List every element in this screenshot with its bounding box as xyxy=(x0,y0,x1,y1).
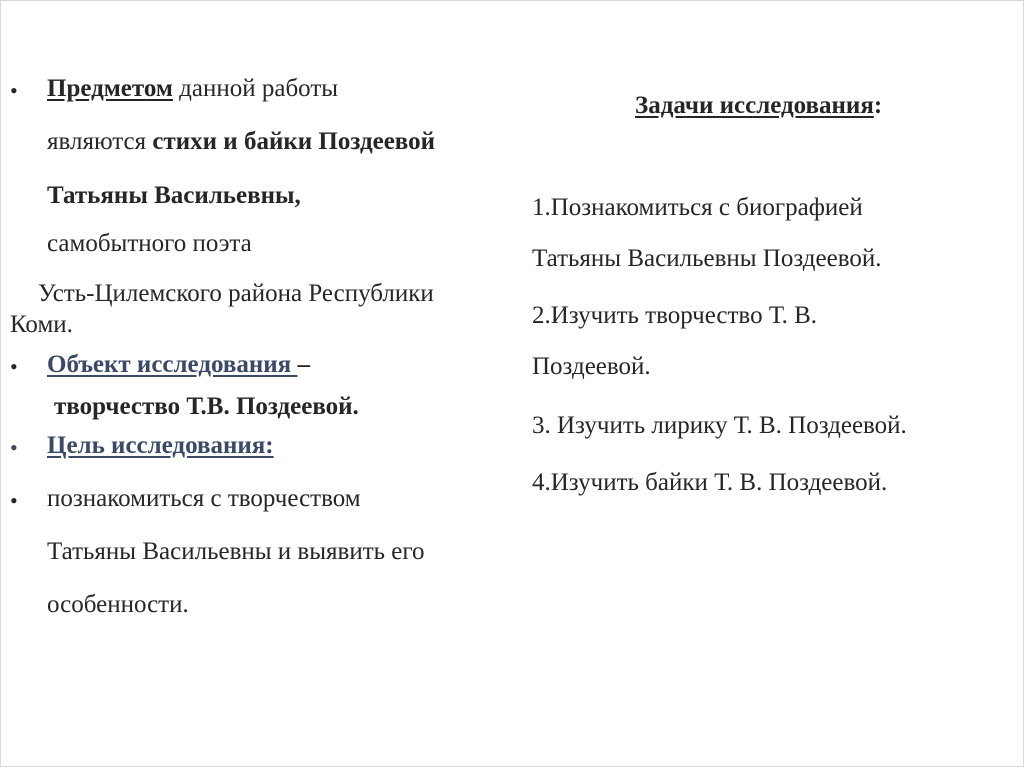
bullet-goal: • xyxy=(10,435,18,460)
task-line-2: Татьяны Васильевны Поздеевой. xyxy=(532,245,882,272)
subject-line-5: Усть-Цилемского района Республики xyxy=(38,280,434,307)
subject-rest: данной работы xyxy=(172,75,339,102)
subject-label: Предметом xyxy=(47,75,173,102)
task-line-3: 2.Изучить творчество Т. В. xyxy=(532,302,818,329)
subject-line-1 xyxy=(47,74,338,104)
task-line-4: Поздеевой. xyxy=(532,353,651,380)
object-dash: – xyxy=(297,351,310,378)
goal-label: Цель исследования: xyxy=(47,432,274,459)
subject-line-2 xyxy=(47,127,435,157)
tasks-heading-colon: : xyxy=(873,92,883,119)
task-line-6: 4.Изучить байки Т. В. Поздеевой. xyxy=(532,469,888,496)
subject-line2-plain: являются xyxy=(47,128,153,155)
object-line-1 xyxy=(47,350,310,380)
goal-text-line-1: познакомиться с творчеством xyxy=(47,485,361,512)
object-label: Объект исследования xyxy=(47,351,298,378)
object-line2-bold: творчество Т.В. Поздеевой. xyxy=(54,393,359,420)
tasks-heading xyxy=(635,91,882,121)
bullet-subject: • xyxy=(10,78,18,103)
subject-line3-bold: Татьяны Васильевны, xyxy=(47,182,301,209)
subject-line-4: самобытного поэта xyxy=(47,230,252,257)
bullet-object: • xyxy=(10,354,18,379)
subject-line-3 xyxy=(47,181,301,211)
goal-line xyxy=(47,431,274,461)
goal-text-line-2: Татьяны Васильевны и выявить его xyxy=(47,538,425,565)
bullet-goal-text: • xyxy=(10,488,18,513)
tasks-heading-label: Задачи исследования xyxy=(635,92,874,119)
task-line-5: 3. Изучить лирику Т. В. Поздеевой. xyxy=(532,412,907,439)
object-line-2 xyxy=(54,392,359,422)
subject-line-6: Коми. xyxy=(10,311,73,338)
task-line-1: 1.Познакомиться с биографией xyxy=(532,194,863,221)
goal-text-line-3: особенности. xyxy=(47,591,189,618)
subject-line2-bold: стихи и байки Поздеевой xyxy=(152,128,436,155)
